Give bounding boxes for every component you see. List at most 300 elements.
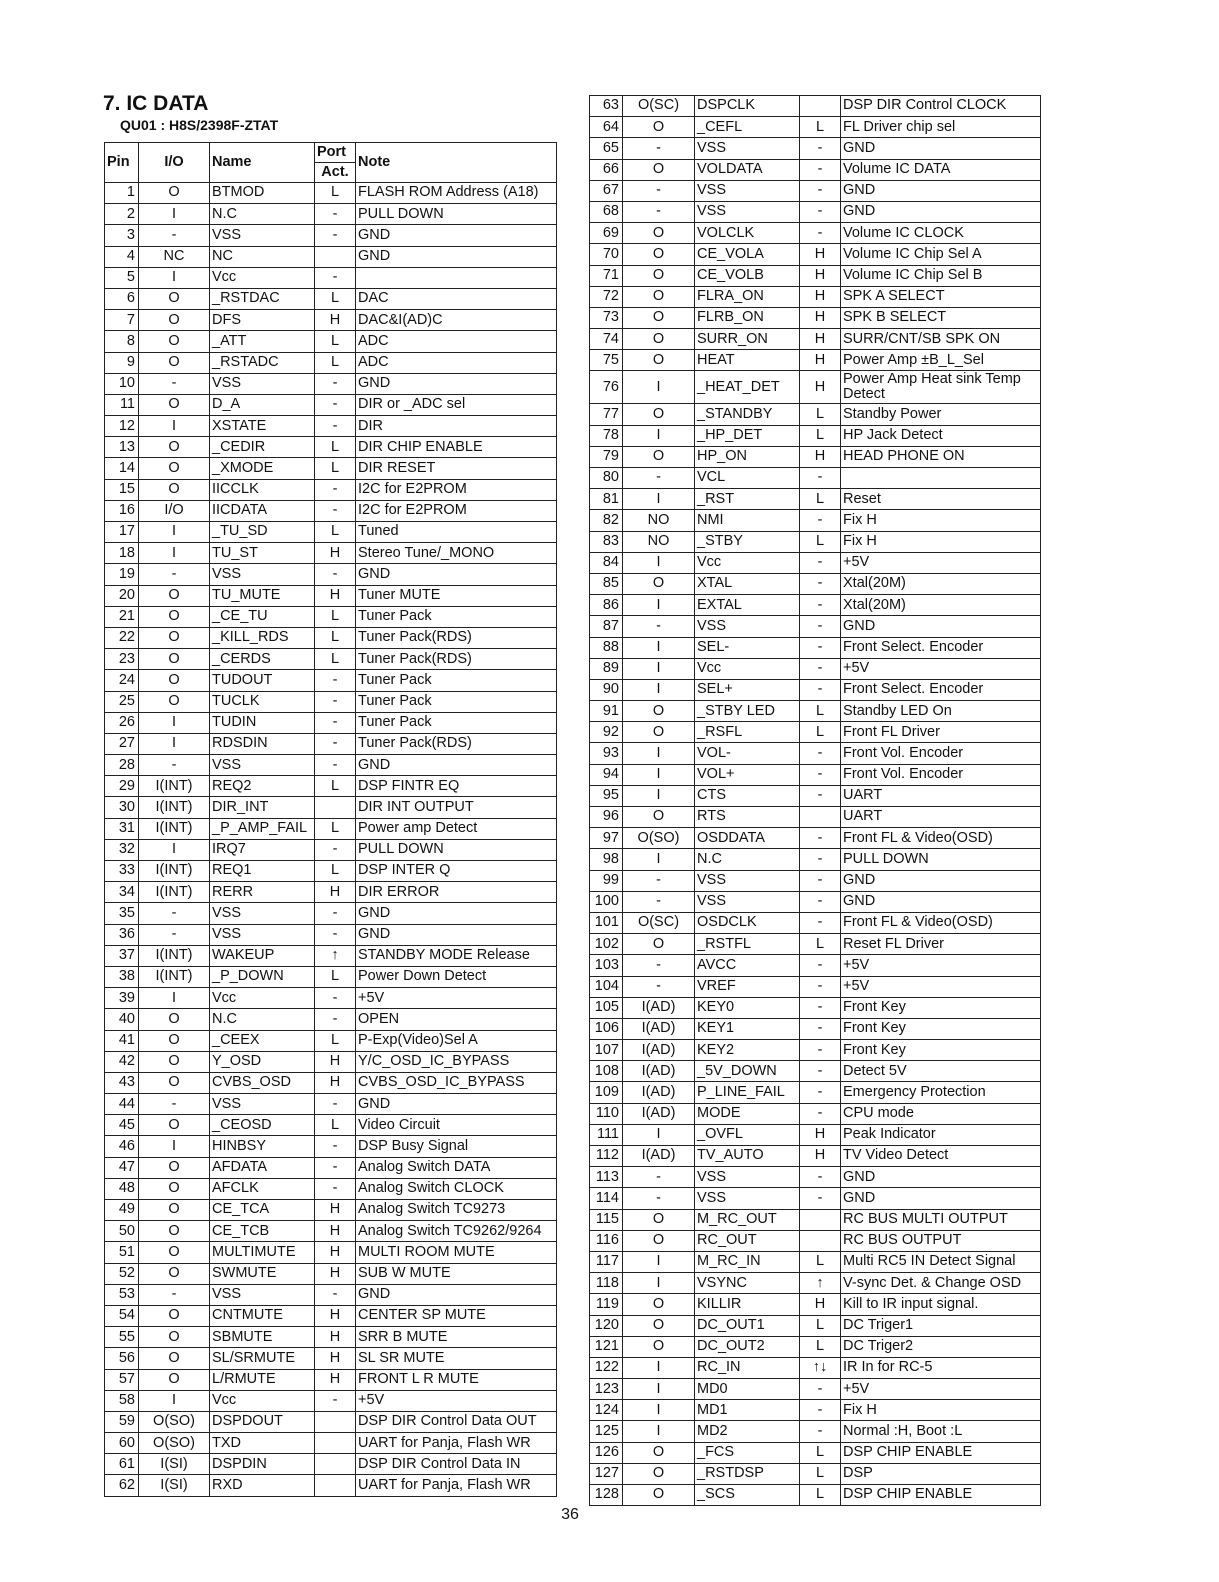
name-cell: KILLIR xyxy=(695,1294,800,1315)
name-cell: VSS xyxy=(695,870,800,891)
note-cell: Tuner Pack(RDS) xyxy=(356,649,557,670)
note-cell: Front Key xyxy=(841,1018,1041,1039)
name-cell: _STANDBY xyxy=(695,404,800,425)
pin-cell: 88 xyxy=(590,637,623,658)
name-cell: MULTIMUTE xyxy=(210,1242,315,1263)
note-cell: GND xyxy=(841,870,1041,891)
table-row xyxy=(105,1305,557,1326)
pin-cell: 124 xyxy=(590,1400,623,1421)
table-row xyxy=(105,1242,557,1263)
pin-cell: 50 xyxy=(105,1221,139,1242)
io-cell: I/O xyxy=(139,500,210,521)
pin-cell: 105 xyxy=(590,997,623,1018)
table-row xyxy=(105,500,557,521)
name-cell: RDSDIN xyxy=(210,733,315,754)
act-cell xyxy=(800,1230,841,1251)
table-row xyxy=(105,1433,557,1454)
name-cell: IRQ7 xyxy=(210,839,315,860)
note-cell: DC Triger1 xyxy=(841,1315,1041,1336)
name-cell: _HEAT_DET xyxy=(695,371,800,404)
table-row xyxy=(105,1200,557,1221)
note-cell: GND xyxy=(841,138,1041,159)
page-number: 36 xyxy=(561,1506,579,1523)
pin-cell: 48 xyxy=(105,1178,139,1199)
name-cell: _RSTDAC xyxy=(210,288,315,309)
io-cell: I xyxy=(623,1379,695,1400)
note-cell: Tuner Pack xyxy=(356,670,557,691)
act-cell xyxy=(315,797,356,818)
pin-cell: 18 xyxy=(105,543,139,564)
io-cell: I xyxy=(623,1251,695,1272)
act-cell: H xyxy=(315,1200,356,1221)
pin-cell: 94 xyxy=(590,764,623,785)
note-cell: GND xyxy=(841,1188,1041,1209)
pin-cell: 100 xyxy=(590,891,623,912)
note-cell: Reset xyxy=(841,489,1041,510)
name-cell: Vcc xyxy=(210,267,315,288)
table-row xyxy=(590,997,1041,1018)
name-cell: CNTMUTE xyxy=(210,1305,315,1326)
name-cell: RERR xyxy=(210,882,315,903)
name-cell: AVCC xyxy=(695,955,800,976)
io-cell: O xyxy=(139,1348,210,1369)
io-cell: I(SI) xyxy=(139,1475,210,1496)
pin-cell: 56 xyxy=(105,1348,139,1369)
act-cell: - xyxy=(315,903,356,924)
table-row xyxy=(105,288,557,309)
name-cell: REQ1 xyxy=(210,861,315,882)
pin-cell: 49 xyxy=(105,1200,139,1221)
io-cell: O(SC) xyxy=(623,912,695,933)
pin-cell: 91 xyxy=(590,701,623,722)
table-row xyxy=(590,870,1041,891)
io-cell: O xyxy=(623,117,695,138)
act-cell: - xyxy=(315,755,356,776)
name-cell: TU_MUTE xyxy=(210,585,315,606)
io-cell: O xyxy=(139,1009,210,1030)
pin-cell: 25 xyxy=(105,691,139,712)
act-cell: - xyxy=(315,267,356,288)
io-cell: I xyxy=(139,712,210,733)
table-row xyxy=(590,934,1041,955)
pin-cell: 32 xyxy=(105,839,139,860)
table-row xyxy=(105,1009,557,1030)
act-cell: H xyxy=(315,1221,356,1242)
note-cell: UART xyxy=(841,807,1041,828)
header-name: Name xyxy=(210,143,315,183)
io-cell: O xyxy=(623,159,695,180)
table-row xyxy=(105,924,557,945)
ic-pin-table-right xyxy=(589,95,1041,1506)
act-cell xyxy=(800,807,841,828)
note-cell: PULL DOWN xyxy=(356,204,557,225)
io-cell: O xyxy=(623,265,695,286)
name-cell: VSS xyxy=(695,138,800,159)
note-cell: GND xyxy=(356,1094,557,1115)
name-cell: VSS xyxy=(695,1188,800,1209)
table-row xyxy=(105,373,557,394)
pin-cell: 54 xyxy=(105,1305,139,1326)
note-cell: DAC xyxy=(356,288,557,309)
table-row xyxy=(590,307,1041,328)
table-row xyxy=(590,404,1041,425)
name-cell: VOLCLK xyxy=(695,223,800,244)
pin-cell: 112 xyxy=(590,1146,623,1167)
table-row xyxy=(105,458,557,479)
pin-cell: 14 xyxy=(105,458,139,479)
note-cell: DSP CHIP ENABLE xyxy=(841,1442,1041,1463)
act-cell: - xyxy=(800,997,841,1018)
table-row xyxy=(105,1475,557,1496)
io-cell: O xyxy=(623,1315,695,1336)
pin-cell: 10 xyxy=(105,373,139,394)
pin-cell: 27 xyxy=(105,733,139,754)
act-cell: L xyxy=(800,1251,841,1272)
name-cell: IICDATA xyxy=(210,500,315,521)
io-cell: O xyxy=(623,1485,695,1506)
act-cell: - xyxy=(800,573,841,594)
note-cell: UART for Panja, Flash WR xyxy=(356,1433,557,1454)
table-row xyxy=(590,1018,1041,1039)
act-cell: - xyxy=(800,658,841,679)
note-cell: Tuner Pack(RDS) xyxy=(356,627,557,648)
note-cell: GND xyxy=(356,373,557,394)
table-row xyxy=(105,691,557,712)
pin-cell: 55 xyxy=(105,1327,139,1348)
name-cell: FLRA_ON xyxy=(695,286,800,307)
pin-cell: 31 xyxy=(105,818,139,839)
act-cell: H xyxy=(800,1146,841,1167)
note-cell: GND xyxy=(356,564,557,585)
name-cell: CE_VOLA xyxy=(695,244,800,265)
pin-cell: 68 xyxy=(590,201,623,222)
io-cell: O xyxy=(623,350,695,371)
act-cell xyxy=(315,1433,356,1454)
name-cell: M_RC_OUT xyxy=(695,1209,800,1230)
io-cell: - xyxy=(139,924,210,945)
note-cell: GND xyxy=(841,616,1041,637)
name-cell: WAKEUP xyxy=(210,945,315,966)
name-cell: _CEEX xyxy=(210,1030,315,1051)
act-cell: - xyxy=(800,785,841,806)
table-row xyxy=(105,903,557,924)
table-row xyxy=(105,670,557,691)
name-cell: TXD xyxy=(210,1433,315,1454)
pin-cell: 122 xyxy=(590,1357,623,1378)
act-cell: - xyxy=(800,1379,841,1400)
io-cell: O xyxy=(623,1294,695,1315)
name-cell: VREF xyxy=(695,976,800,997)
note-cell: Analog Switch TC9273 xyxy=(356,1200,557,1221)
io-cell: O xyxy=(139,1115,210,1136)
name-cell: Vcc xyxy=(210,988,315,1009)
note-cell: PULL DOWN xyxy=(356,839,557,860)
act-cell: H xyxy=(800,265,841,286)
io-cell: - xyxy=(139,373,210,394)
table-row xyxy=(590,976,1041,997)
name-cell: VSS xyxy=(695,891,800,912)
io-cell: I xyxy=(623,764,695,785)
chip-subtitle: QU01 : H8S/2398F-ZTAT xyxy=(120,117,279,133)
io-cell: O xyxy=(139,1157,210,1178)
note-cell: Analog Switch TC9262/9264 xyxy=(356,1221,557,1242)
io-cell: - xyxy=(139,564,210,585)
note-cell: DAC&I(AD)C xyxy=(356,310,557,331)
act-cell: - xyxy=(800,870,841,891)
pin-cell: 87 xyxy=(590,616,623,637)
note-cell: ADC xyxy=(356,331,557,352)
note-cell: DIR or _ADC sel xyxy=(356,394,557,415)
note-cell: SURR/CNT/SB SPK ON xyxy=(841,329,1041,350)
act-cell: L xyxy=(800,934,841,955)
io-cell: O xyxy=(623,1463,695,1484)
table-row xyxy=(105,225,557,246)
table-row xyxy=(105,437,557,458)
name-cell: HEAT xyxy=(695,350,800,371)
name-cell: TU_ST xyxy=(210,543,315,564)
pin-cell: 59 xyxy=(105,1411,139,1432)
name-cell: _XMODE xyxy=(210,458,315,479)
pin-cell: 71 xyxy=(590,265,623,286)
pin-cell: 38 xyxy=(105,966,139,987)
note-cell: SPK B SELECT xyxy=(841,307,1041,328)
name-cell: P_LINE_FAIL xyxy=(695,1082,800,1103)
name-cell: VSS xyxy=(210,1094,315,1115)
act-cell: H xyxy=(315,1305,356,1326)
note-cell: DIR xyxy=(356,416,557,437)
act-cell: H xyxy=(315,543,356,564)
io-cell: - xyxy=(139,755,210,776)
act-cell: H xyxy=(315,1369,356,1390)
io-cell: I xyxy=(139,1390,210,1411)
table-row xyxy=(590,637,1041,658)
note-cell: +5V xyxy=(356,1390,557,1411)
pin-cell: 113 xyxy=(590,1167,623,1188)
io-cell: NO xyxy=(623,531,695,552)
pin-cell: 103 xyxy=(590,955,623,976)
note-cell: DSP DIR Control Data OUT xyxy=(356,1411,557,1432)
io-cell: O xyxy=(139,1305,210,1326)
io-cell: I xyxy=(139,988,210,1009)
name-cell: _SCS xyxy=(695,1485,800,1506)
io-cell: NO xyxy=(623,510,695,531)
io-cell: I(AD) xyxy=(623,1061,695,1082)
note-cell: Video Circuit xyxy=(356,1115,557,1136)
table-row xyxy=(590,849,1041,870)
act-cell: - xyxy=(315,924,356,945)
table-row xyxy=(105,543,557,564)
name-cell: SURR_ON xyxy=(695,329,800,350)
pin-cell: 41 xyxy=(105,1030,139,1051)
act-cell: - xyxy=(800,743,841,764)
table-row xyxy=(105,1136,557,1157)
io-cell: O xyxy=(139,1051,210,1072)
table-row xyxy=(105,966,557,987)
act-cell: - xyxy=(800,510,841,531)
act-cell: L xyxy=(800,1315,841,1336)
act-cell: H xyxy=(315,1327,356,1348)
name-cell: VSS xyxy=(210,755,315,776)
io-cell: I xyxy=(623,552,695,573)
note-cell: Front FL & Video(OSD) xyxy=(841,828,1041,849)
table-row xyxy=(590,1251,1041,1272)
table-row xyxy=(105,479,557,500)
io-cell: I xyxy=(139,839,210,860)
io-cell: I(INT) xyxy=(139,882,210,903)
note-cell: Standby LED On xyxy=(841,701,1041,722)
io-cell: - xyxy=(623,180,695,201)
pin-cell: 74 xyxy=(590,329,623,350)
act-cell xyxy=(315,1411,356,1432)
pin-cell: 5 xyxy=(105,267,139,288)
note-cell: Y/C_OSD_IC_BYPASS xyxy=(356,1051,557,1072)
note-cell: STANDBY MODE Release xyxy=(356,945,557,966)
name-cell: REQ2 xyxy=(210,776,315,797)
table-row xyxy=(105,776,557,797)
name-cell: AFCLK xyxy=(210,1178,315,1199)
io-cell: O xyxy=(623,404,695,425)
name-cell: DC_OUT1 xyxy=(695,1315,800,1336)
name-cell: VSS xyxy=(210,903,315,924)
table-row xyxy=(590,138,1041,159)
pin-cell: 106 xyxy=(590,1018,623,1039)
table-row xyxy=(590,117,1041,138)
act-cell: - xyxy=(315,1094,356,1115)
name-cell: Vcc xyxy=(695,552,800,573)
note-cell: I2C for E2PROM xyxy=(356,479,557,500)
act-cell: L xyxy=(315,352,356,373)
table-row xyxy=(590,552,1041,573)
io-cell: I xyxy=(623,1400,695,1421)
name-cell: HINBSY xyxy=(210,1136,315,1157)
name-cell: _STBY xyxy=(695,531,800,552)
name-cell: AFDATA xyxy=(210,1157,315,1178)
io-cell: - xyxy=(623,1167,695,1188)
pin-cell: 17 xyxy=(105,522,139,543)
pin-cell: 3 xyxy=(105,225,139,246)
io-cell: O xyxy=(139,1242,210,1263)
name-cell: VCL xyxy=(695,468,800,489)
act-cell: H xyxy=(315,1072,356,1093)
table-row xyxy=(590,1336,1041,1357)
io-cell: I(INT) xyxy=(139,945,210,966)
pin-cell: 107 xyxy=(590,1040,623,1061)
io-cell: O xyxy=(139,1327,210,1348)
pin-cell: 70 xyxy=(590,244,623,265)
name-cell: _KILL_RDS xyxy=(210,627,315,648)
io-cell: O xyxy=(623,1209,695,1230)
pin-cell: 128 xyxy=(590,1485,623,1506)
table-row xyxy=(105,1221,557,1242)
note-cell: SL SR MUTE xyxy=(356,1348,557,1369)
io-cell: I xyxy=(139,543,210,564)
name-cell: SBMUTE xyxy=(210,1327,315,1348)
table-row xyxy=(590,531,1041,552)
name-cell: VSS xyxy=(695,1167,800,1188)
note-cell: Volume IC Chip Sel A xyxy=(841,244,1041,265)
act-cell: ↑ xyxy=(315,945,356,966)
note-cell: OPEN xyxy=(356,1009,557,1030)
act-cell: L xyxy=(315,606,356,627)
table-row xyxy=(105,988,557,1009)
table-row xyxy=(590,1103,1041,1124)
io-cell: O xyxy=(139,1263,210,1284)
table-row xyxy=(590,1230,1041,1251)
io-cell: I(INT) xyxy=(139,797,210,818)
name-cell: RTS xyxy=(695,807,800,828)
io-cell: O xyxy=(623,722,695,743)
pin-cell: 35 xyxy=(105,903,139,924)
act-cell: - xyxy=(315,500,356,521)
act-cell: - xyxy=(800,679,841,700)
note-cell: DSP CHIP ENABLE xyxy=(841,1485,1041,1506)
name-cell: MD2 xyxy=(695,1421,800,1442)
act-cell: L xyxy=(800,117,841,138)
note-cell: V-sync Det. & Change OSD xyxy=(841,1273,1041,1294)
table-row xyxy=(590,510,1041,531)
table-row xyxy=(590,489,1041,510)
table-row xyxy=(105,522,557,543)
act-cell: H xyxy=(800,286,841,307)
table-row xyxy=(105,818,557,839)
pin-cell: 34 xyxy=(105,882,139,903)
note-cell: +5V xyxy=(356,988,557,1009)
name-cell: KEY2 xyxy=(695,1040,800,1061)
note-cell: PULL DOWN xyxy=(841,849,1041,870)
name-cell: TUDOUT xyxy=(210,670,315,691)
note-cell: DIR RESET xyxy=(356,458,557,479)
io-cell: I(AD) xyxy=(623,1040,695,1061)
table-row xyxy=(105,246,557,267)
pin-cell: 92 xyxy=(590,722,623,743)
io-cell: I xyxy=(623,785,695,806)
act-cell: - xyxy=(800,1061,841,1082)
table-row xyxy=(590,1379,1041,1400)
name-cell: _CEFL xyxy=(695,117,800,138)
name-cell: _RSTDSP xyxy=(695,1463,800,1484)
name-cell: MD1 xyxy=(695,1400,800,1421)
io-cell: O xyxy=(139,585,210,606)
act-cell: L xyxy=(800,404,841,425)
io-cell: - xyxy=(623,201,695,222)
io-cell: I xyxy=(623,658,695,679)
name-cell: D_A xyxy=(210,394,315,415)
name-cell: VSS xyxy=(210,225,315,246)
name-cell: DFS xyxy=(210,310,315,331)
act-cell: L xyxy=(800,1485,841,1506)
io-cell: I(SI) xyxy=(139,1454,210,1475)
name-cell: CTS xyxy=(695,785,800,806)
act-cell: - xyxy=(800,955,841,976)
act-cell: - xyxy=(315,1178,356,1199)
pin-cell: 2 xyxy=(105,204,139,225)
table-row xyxy=(105,797,557,818)
table-row xyxy=(105,416,557,437)
io-cell: - xyxy=(623,870,695,891)
act-cell: L xyxy=(315,437,356,458)
act-cell: - xyxy=(800,828,841,849)
name-cell: XTAL xyxy=(695,573,800,594)
note-cell: Volume IC Chip Sel B xyxy=(841,265,1041,286)
table-row xyxy=(590,912,1041,933)
name-cell: RC_IN xyxy=(695,1357,800,1378)
io-cell: I(INT) xyxy=(139,861,210,882)
note-cell xyxy=(356,267,557,288)
act-cell: L xyxy=(315,288,356,309)
pin-cell: 99 xyxy=(590,870,623,891)
act-cell: - xyxy=(315,1136,356,1157)
act-cell: - xyxy=(800,595,841,616)
